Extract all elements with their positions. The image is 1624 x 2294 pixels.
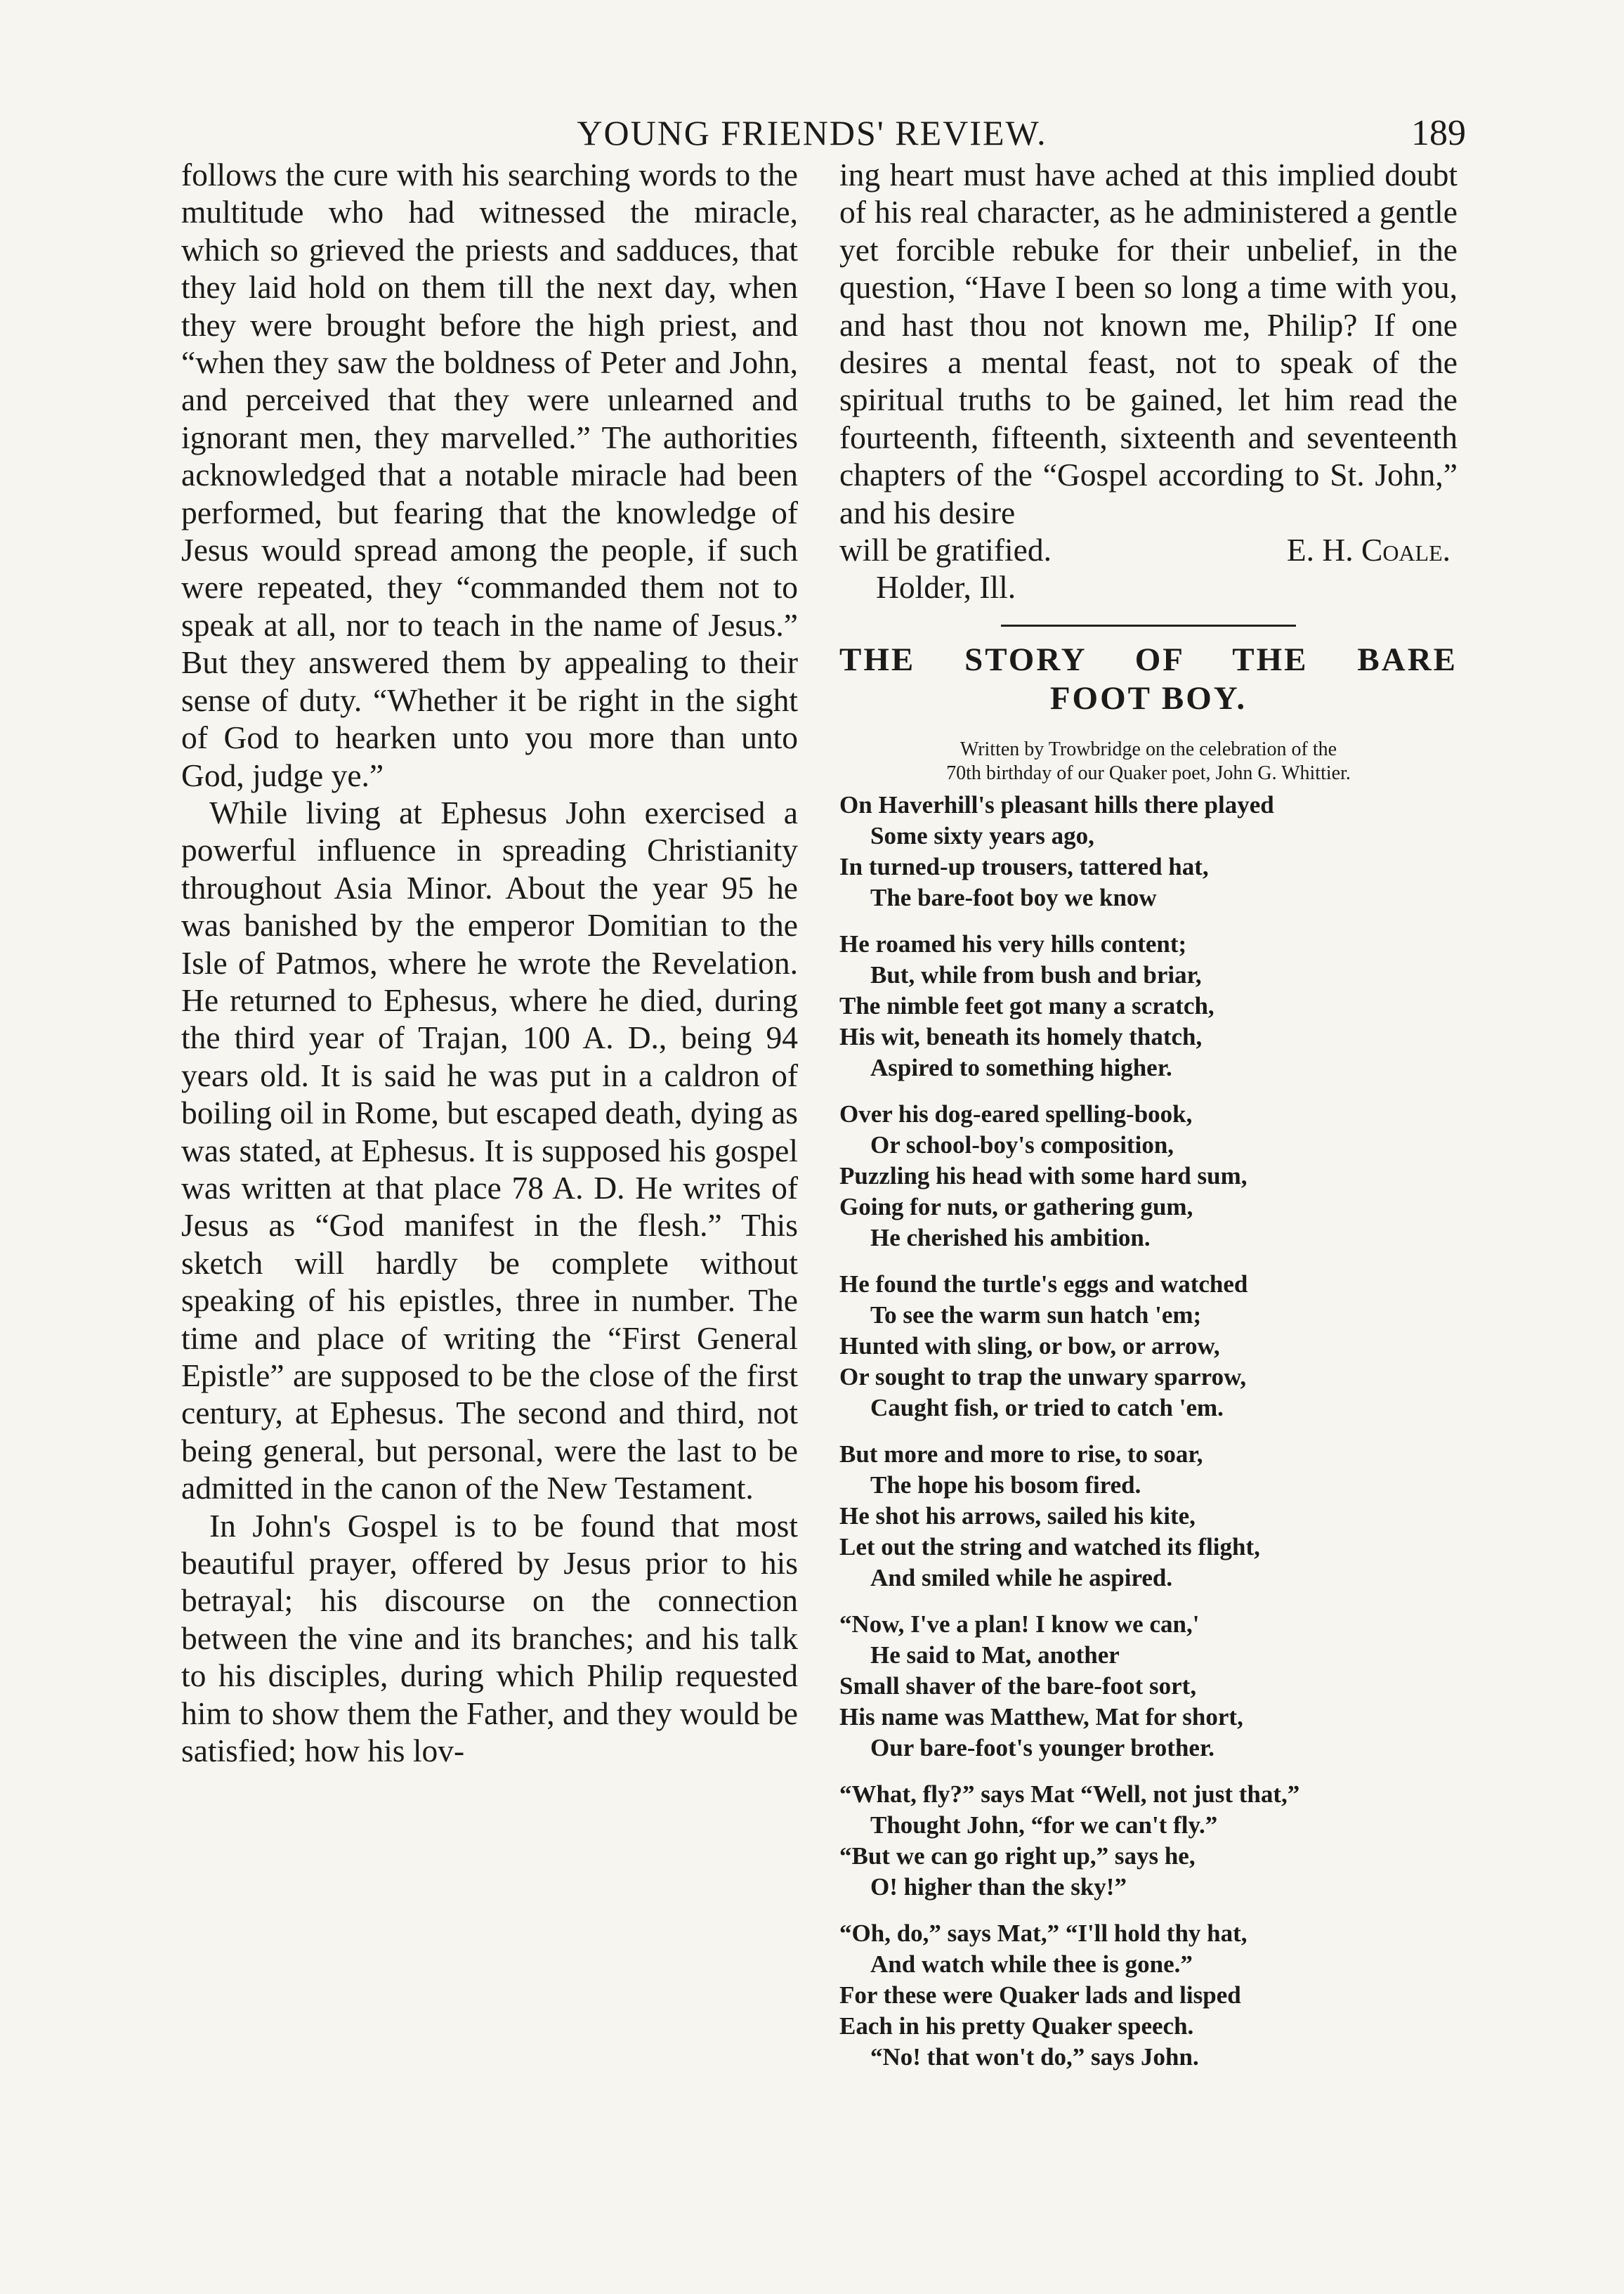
byline-line-2: 70th birthday of our Quaker poet, John G. Whittier.	[946, 762, 1351, 784]
poem-stanza	[839, 1918, 1458, 2073]
section-divider	[1001, 625, 1296, 627]
poem-line: He cherished his ambition.	[870, 1223, 1151, 1251]
story-byline	[839, 738, 1458, 786]
poem-stanza	[839, 1439, 1458, 1594]
poem-line: Or school-boy's composition,	[870, 1130, 1174, 1159]
paragraph-ephesus: While living at Ephesus John exercised a powerful influence in spreading Christianity throughout Asia Minor. About the year 95 he was banished by the emperor Domitian to the Isle of Patmos, where he wrote the Revelation. He returned to Ephesus, where he died, during the third year of Trajan, 100 A. D., being 94 years old. It is said he was put in a caldron of boiling oil in Rome, but escaped death, dying as was stated, at Ephesus. It is supposed his gospel was written at that place 78 A. D. He writes of Jesus as “God manifest in the flesh.” This sketch will hardly be complete without speaking of his epistles, three in number. The time and place of writing the “First General Epistle” are supposed to be the close of the first century, at Ephesus. The second and third, not being general, but personal, were the last to be admitted in the canon of the New Testament.	[181, 794, 798, 1506]
poem-line: The hope his bosom fired.	[870, 1471, 1141, 1499]
poem-line: He roamed his very hills content;	[839, 930, 1187, 958]
poem-line: Caught fish, or tried to catch 'em.	[870, 1393, 1224, 1421]
poem-stanza	[839, 790, 1458, 913]
poem-line: His name was Matthew, Mat for short,	[839, 1702, 1243, 1731]
author-place: Holder, Ill.	[876, 569, 1016, 606]
poem-stanza	[839, 1099, 1458, 1253]
poem-stanza	[839, 1609, 1458, 1764]
paragraph-continuation-right: ing heart must have ached at this implied doubt of his real character, as he administered a gentle yet forcible rebuke for their unbelief, in the question, “Have I been so long a time with you, and hast thou not known me, Philip? If one desires a mental feast, not to speak of the spiritual truths to be gained, let him read the fourteenth, fifteenth, sixteenth and seventeenth chapters of the “Gospel according to St. John,” and his desire	[839, 157, 1458, 530]
poem-stanza	[839, 1269, 1458, 1423]
poem-line: But more and more to rise, to soar,	[839, 1440, 1203, 1468]
poem-line: Puzzling his head with some hard sum,	[839, 1161, 1248, 1190]
poem-line: On Haverhill's pleasant hills there played	[839, 790, 1274, 819]
poem-line: The bare-foot boy we know	[870, 883, 1157, 911]
poem-line: Over his dog-eared spelling-book,	[839, 1100, 1193, 1128]
poem-line: “But we can go right up,” says he,	[839, 1842, 1196, 1870]
paragraph-gospel: In John's Gospel is to be found that most beautiful prayer, offered by Jesus prior to his betrayal; his discourse on the connection between the vine and its branches; and his talk to his disciples, during which Philip requested him to show them the Father, and they would be satisfied; how his lov-	[181, 1507, 798, 1769]
poem-line: To see the warm sun hatch 'em;	[870, 1301, 1202, 1329]
poem-line: “Oh, do,” says Mat,” “I'll hold thy hat,	[839, 1919, 1248, 1947]
poem-stanza	[839, 1779, 1458, 1903]
poem-line: In turned-up trousers, tattered hat,	[839, 852, 1209, 880]
poem-line: “Now, I've a plan! I know we can,'	[839, 1610, 1200, 1638]
poem-line: “What, fly?” says Mat “Well, not just that,”	[839, 1780, 1300, 1808]
page-number: 189	[1411, 113, 1466, 153]
poem-line: Or sought to trap the unwary sparrow,	[839, 1362, 1247, 1390]
poem-line: And watch while thee is gone.”	[870, 1950, 1193, 1978]
poem-line: Each in his pretty Quaker speech.	[839, 2012, 1194, 2040]
poem-line: He said to Mat, another	[870, 1641, 1120, 1669]
poem-line: His wit, beneath its homely thatch,	[839, 1022, 1203, 1050]
poem-line: The nimble feet got many a scratch,	[839, 991, 1214, 1019]
poem-line: But, while from bush and briar,	[870, 960, 1202, 989]
poem-line: He found the turtle's eggs and watched	[839, 1270, 1248, 1298]
closing-text: will be gratified.	[839, 532, 1052, 568]
poem-line: Let out the string and watched its flight,	[839, 1532, 1260, 1560]
running-head: YOUNG FRIENDS' REVIEW.	[577, 113, 1047, 152]
story-title-line-1: THE STORY OF THE BARE	[839, 641, 1458, 678]
poem-line: “No! that won't do,” says John.	[870, 2042, 1199, 2071]
poem-line: Some sixty years ago,	[870, 821, 1094, 849]
paragraph-continuation: follows the cure with his searching words to the multitude who had witnessed the miracle, which so grieved the priests and sadduces, that they laid hold on them till the next day, when they were brought before the high priest, and “when they saw the boldness of Peter and John, and perceived that they were unlearned and ignorant men, they marvelled.” The authorities acknowledged that a notable miracle had been performed, but fearing that the knowledge of Jesus would spread among the people, if such were repeated, they “commanded them not to speak at all, nor to teach in the name of Jesus.” But they answered them by appealing to their sense of duty. “Whether it be right in the sight of God to hearken unto you more than unto God, judge ye.”	[181, 157, 798, 793]
story-title	[839, 641, 1458, 718]
signature-line	[839, 531, 1458, 568]
poem-line: Aspired to something higher.	[870, 1053, 1172, 1081]
poem-line: Thought John, “for we can't fly.”	[870, 1811, 1218, 1839]
poem	[839, 790, 1458, 2073]
story-title-line-2: FOOT BOY.	[1049, 679, 1248, 717]
byline-line-1: Written by Trowbridge on the celebration of the	[960, 738, 1337, 760]
poem-line: And smiled while he aspired.	[870, 1563, 1173, 1591]
poem-line: Our bare-foot's younger brother.	[870, 1733, 1215, 1761]
poem-stanza	[839, 929, 1458, 1083]
author-signature: E. H. Coale.	[1286, 532, 1451, 568]
poem-line: O! higher than the sky!”	[870, 1872, 1127, 1901]
left-column	[181, 156, 798, 1769]
poem-line: For these were Quaker lads and lisped	[839, 1981, 1241, 2009]
poem-line: Going for nuts, or gathering gum,	[839, 1192, 1193, 1220]
poem-line: He shot his arrows, sailed his kite,	[839, 1501, 1196, 1530]
poem-line: Hunted with sling, or bow, or arrow,	[839, 1331, 1220, 1360]
poem-line: Small shaver of the bare-foot sort,	[839, 1671, 1197, 1700]
right-column	[839, 156, 1458, 2088]
